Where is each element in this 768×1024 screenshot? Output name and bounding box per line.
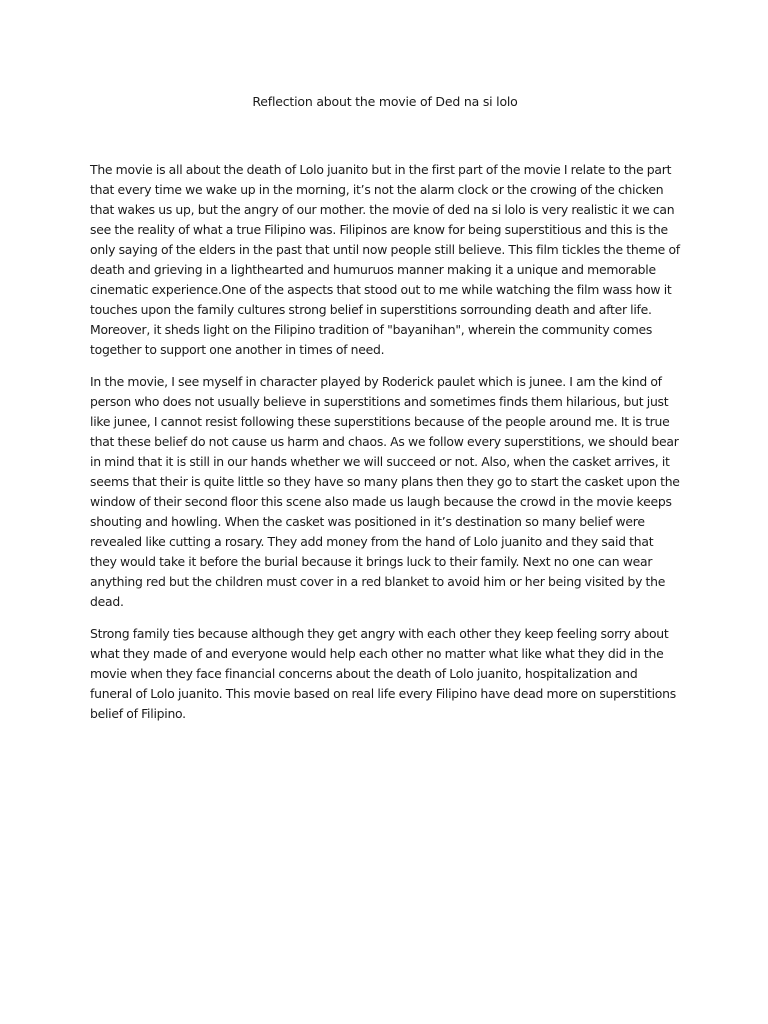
paragraph-2: In the movie, I see myself in character played by Roderick paulet which is junee. I am the kind of person who does not usually believe in superstitions and sometimes finds them hilarious, but just like junee, I cannot resist following these superstitions because of the people around me. It is true that these belief do not cause us harm and chaos. As we follow every superstitions, we should bear in mind that it is still in our hands whether we will succeed or not. Also, when the casket arrives, it seems that their is quite little so they have so many plans then they go to start the casket upon the window of their second floor this scene also made us laugh because the crowd in the movie keeps shouting and howling. When the casket was positioned in it’s destination so many belief were revealed like cutting a rosary. They add money from the hand of Lolo juanito and they said that they would take it before the burial because it brings luck to their family. Next no one can wear anything red but the children must cover in a red blanket to avoid him or her being visited by the dead. [90, 374, 680, 609]
document-title: Reflection about the movie of Ded na si lolo [252, 94, 518, 109]
paragraph-3: Strong family ties because although they get angry with each other they keep feeling sorry about what they made of and everyone would help each other no matter what like what they did in the movie when they face financial concerns about the death of Lolo juanito, hospitalization and funeral of Lolo juanito. This movie based on real life every Filipino have dead more on superstitions belief of Filipino. [90, 626, 676, 721]
paragraph-1: The movie is all about the death of Lolo juanito but in the first part of the movie I relate to the part that every time we wake up in the morning, it’s not the alarm clock or the crowing of the chicken that wakes us up, but the angry of our mother. the movie of ded na si lolo is very realistic it we can see the reality of what a true Filipino was. Filipinos are know for being superstitious and this is the only saying of the elders in the past that until now people still believe. This film tickles the theme of death and grieving in a lighthearted and humuruos manner making it a unique and memorable cinematic experience.One of the aspects that stood out to me while watching the film wass how it touches upon the family cultures strong belief in superstitions sorrounding death and after life. Moreover, it sheds light on the Filipino tradition of "bayanihan", wherein the community comes together to support one another in times of need. [90, 162, 680, 357]
